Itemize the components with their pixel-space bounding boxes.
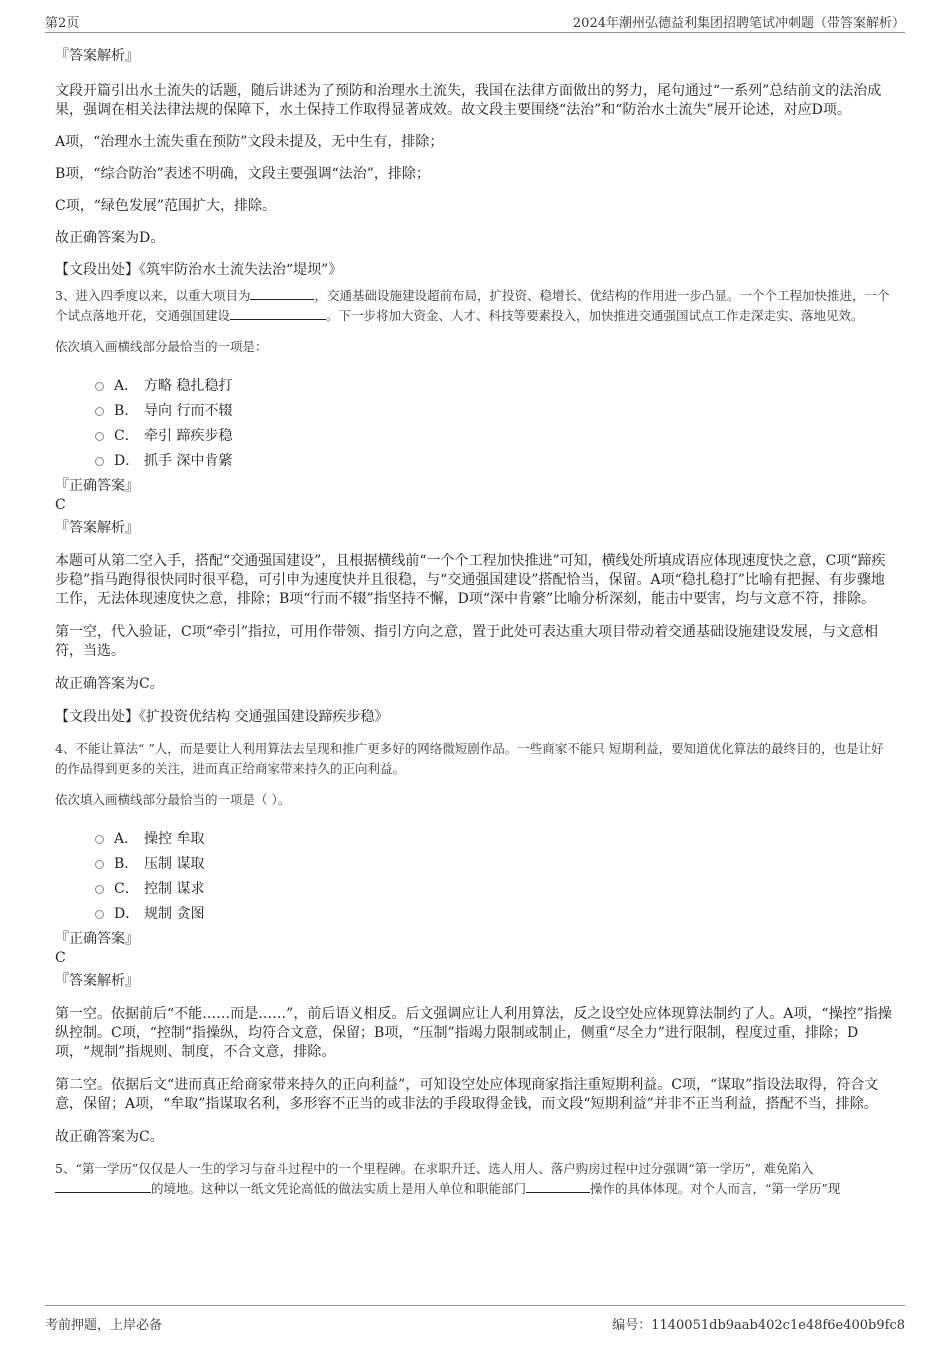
q3-analysis-para: 本题可从第二空入手，搭配“交通强国建设”，且根据横线前“一个个工程加快推进”可知，横线处所填成语应体现速度快之意，C项“蹄疾步稳”指马跑得很快同时很平稳，可引申为速度快并且很稳，与“交通强国建设”搭配恰当，保留。A项“稳扎稳打”比喻有把握、有步骤地工作，无法体现速度快之意，排除；B项“行而不辍”指坚持不懈，D项“深中肯綮”比喻分析深刻，能击中要害，均与文意不符，排除。 — [55, 553, 886, 607]
q3-analysis-para: 第一空，代入验证，C项“牵引”指拉，可用作带领、指引方向之意，置于此处可表达重大项目带动着交通基础设施建设发展，与文意相符，当选。 — [55, 624, 879, 659]
radio-icon[interactable] — [95, 860, 104, 869]
q4-analysis-para: 故正确答案为C。 — [55, 1129, 164, 1145]
source-label: 【文段出处】 — [55, 262, 139, 278]
q2-analysis-para: A项，“治理水土流失重在预防”文段未提及，无中生有，排除； — [55, 134, 444, 150]
q4-question: 4、不能让算法“ ”人，而是要让人利用算法去呈现和推广更多好的网络微短剧作品。一些商家不能只 短期利益，要知道优化算法的最终目的，也是让好的作品得到更多的关注，进而真正给商家带来持久的正向利益。 — [55, 741, 884, 776]
fill-blank — [230, 307, 326, 320]
q4-analysis-para: 第一空。依据前后“不能……而是……”，前后语义相反。后文强调应让人利用算法，反之设空处应体现算法制约了人。A项，“操控”指操纵控制。C项，“控制”指操纵，均符合文意，保留；B项，“压制”指竭力限制或制止，侧重“尽全力”进行限制，程度过重，排除；D项，“规制”指规则、制度，不合文意，排除。 — [55, 1006, 892, 1060]
page-header — [45, 10, 905, 33]
q3-question: 3、进入四季度以来，以重大项目为 ，交通基础设施建设超前布局，扩投资、稳增长、优结构的作用进一步凸显。一个个工程加快推进，一个个试点落地开花，交通强国建设 。下一步将加大资金、人才、科技等要素投入，加快推进交通强国试点工作走深走实、落地见效。 — [55, 288, 890, 323]
option-b[interactable]: B． 压制 谋取 — [95, 852, 895, 877]
radio-icon[interactable] — [95, 432, 104, 441]
radio-icon[interactable] — [95, 407, 104, 416]
q2-source — [55, 261, 895, 280]
q3-prompt: 依次填入画横线部分最恰当的一项是： — [55, 339, 268, 354]
option-c[interactable]: C． 控制 谋求 — [95, 877, 895, 902]
radio-icon[interactable] — [95, 457, 104, 466]
page-footer — [45, 1305, 905, 1334]
radio-icon[interactable] — [95, 885, 104, 894]
analysis-label: 『答案解析』 — [55, 48, 139, 64]
radio-icon[interactable] — [95, 835, 104, 844]
q2-analysis-para: 故正确答案为D。 — [55, 230, 165, 246]
q3-source — [55, 708, 895, 727]
q3-options — [95, 374, 895, 474]
q5-question: 5、“第一学历”仅仅是人一生的学习与奋斗过程中的一个里程碑。在求职升迁、选人用人、落户购房过程中过分强调“第一学历”，难免陷入的境地。这种以一纸文凭论高低的做法实质上是用人单位和职能部门 操作的具体体现。对个人而言，“第一学历”现 — [55, 1161, 841, 1196]
q2-analysis-para: B项，“综合防治”表述不明确，文段主要强调“法治”，排除； — [55, 166, 430, 182]
fill-blank — [250, 287, 314, 300]
page-number: 第2页 — [45, 16, 80, 31]
radio-icon[interactable] — [95, 382, 104, 391]
document-code: 编号：1140051db9aab402c1e48f6e400b9fc8 — [612, 1318, 905, 1333]
option-c[interactable]: C． 牵引 蹄疾步稳 — [95, 424, 895, 449]
q4-options — [95, 827, 895, 927]
fill-blank — [55, 1180, 151, 1193]
q2-analysis-para: C项，“绿色发展”范围扩大，排除。 — [55, 198, 277, 214]
q2-analysis-para: 文段开篇引出水土流失的话题，随后讲述为了预防和治理水土流失，我国在法律方面做出的努力，尾句通过“一系列”总结前文的法治成果，强调在相关法律法规的保障下，水土保持工作取得显著成效。故文段主要围绕“法治”和“防治水土流失”展开论述，对应D项。 — [55, 83, 882, 118]
option-d[interactable]: D． 规制 贪图 — [95, 902, 895, 927]
footer-slogan: 考前押题，上岸必备 — [45, 1318, 163, 1333]
source-title: 《筑牢防治水土流失法治“堤坝”》 — [139, 262, 343, 278]
source-label: 【文段出处】 — [55, 709, 139, 725]
option-d[interactable]: D． 抓手 深中肯綮 — [95, 449, 895, 474]
q4-answer: C — [55, 950, 66, 966]
page-content — [55, 44, 895, 1199]
option-a[interactable]: A． 操控 牟取 — [95, 827, 895, 852]
q3-analysis-para: 故正确答案为C。 — [55, 676, 164, 692]
answer-label: 『正确答案』 — [55, 931, 139, 947]
analysis-label: 『答案解析』 — [55, 973, 139, 989]
document-title: 2024年潮州弘德益利集团招聘笔试冲刺题（带答案解析） — [572, 16, 905, 31]
option-b[interactable]: B． 导向 行而不辍 — [95, 399, 895, 424]
analysis-label: 『答案解析』 — [55, 520, 139, 536]
answer-label: 『正确答案』 — [55, 478, 139, 494]
option-a[interactable]: A． 方略 稳扎稳打 — [95, 374, 895, 399]
fill-blank — [526, 1180, 590, 1193]
q3-answer: C — [55, 497, 66, 513]
source-title: 《扩投资优结构 交通强国建设蹄疾步稳》 — [139, 709, 389, 725]
q4-prompt: 依次填入画横线部分最恰当的一项是（ ）。 — [55, 792, 291, 807]
q4-analysis-para: 第二空。依据后文“进而真正给商家带来持久的正向利益”，可知设空处应体现商家指注重短期利益。C项，“谋取”指设法取得，符合文意，保留；A项，“牟取”指谋取名利，多形容不正当的或非法的手段取得金钱，而文段“短期利益”并非不正当利益，搭配不当，排除。 — [55, 1077, 879, 1112]
radio-icon[interactable] — [95, 910, 104, 919]
